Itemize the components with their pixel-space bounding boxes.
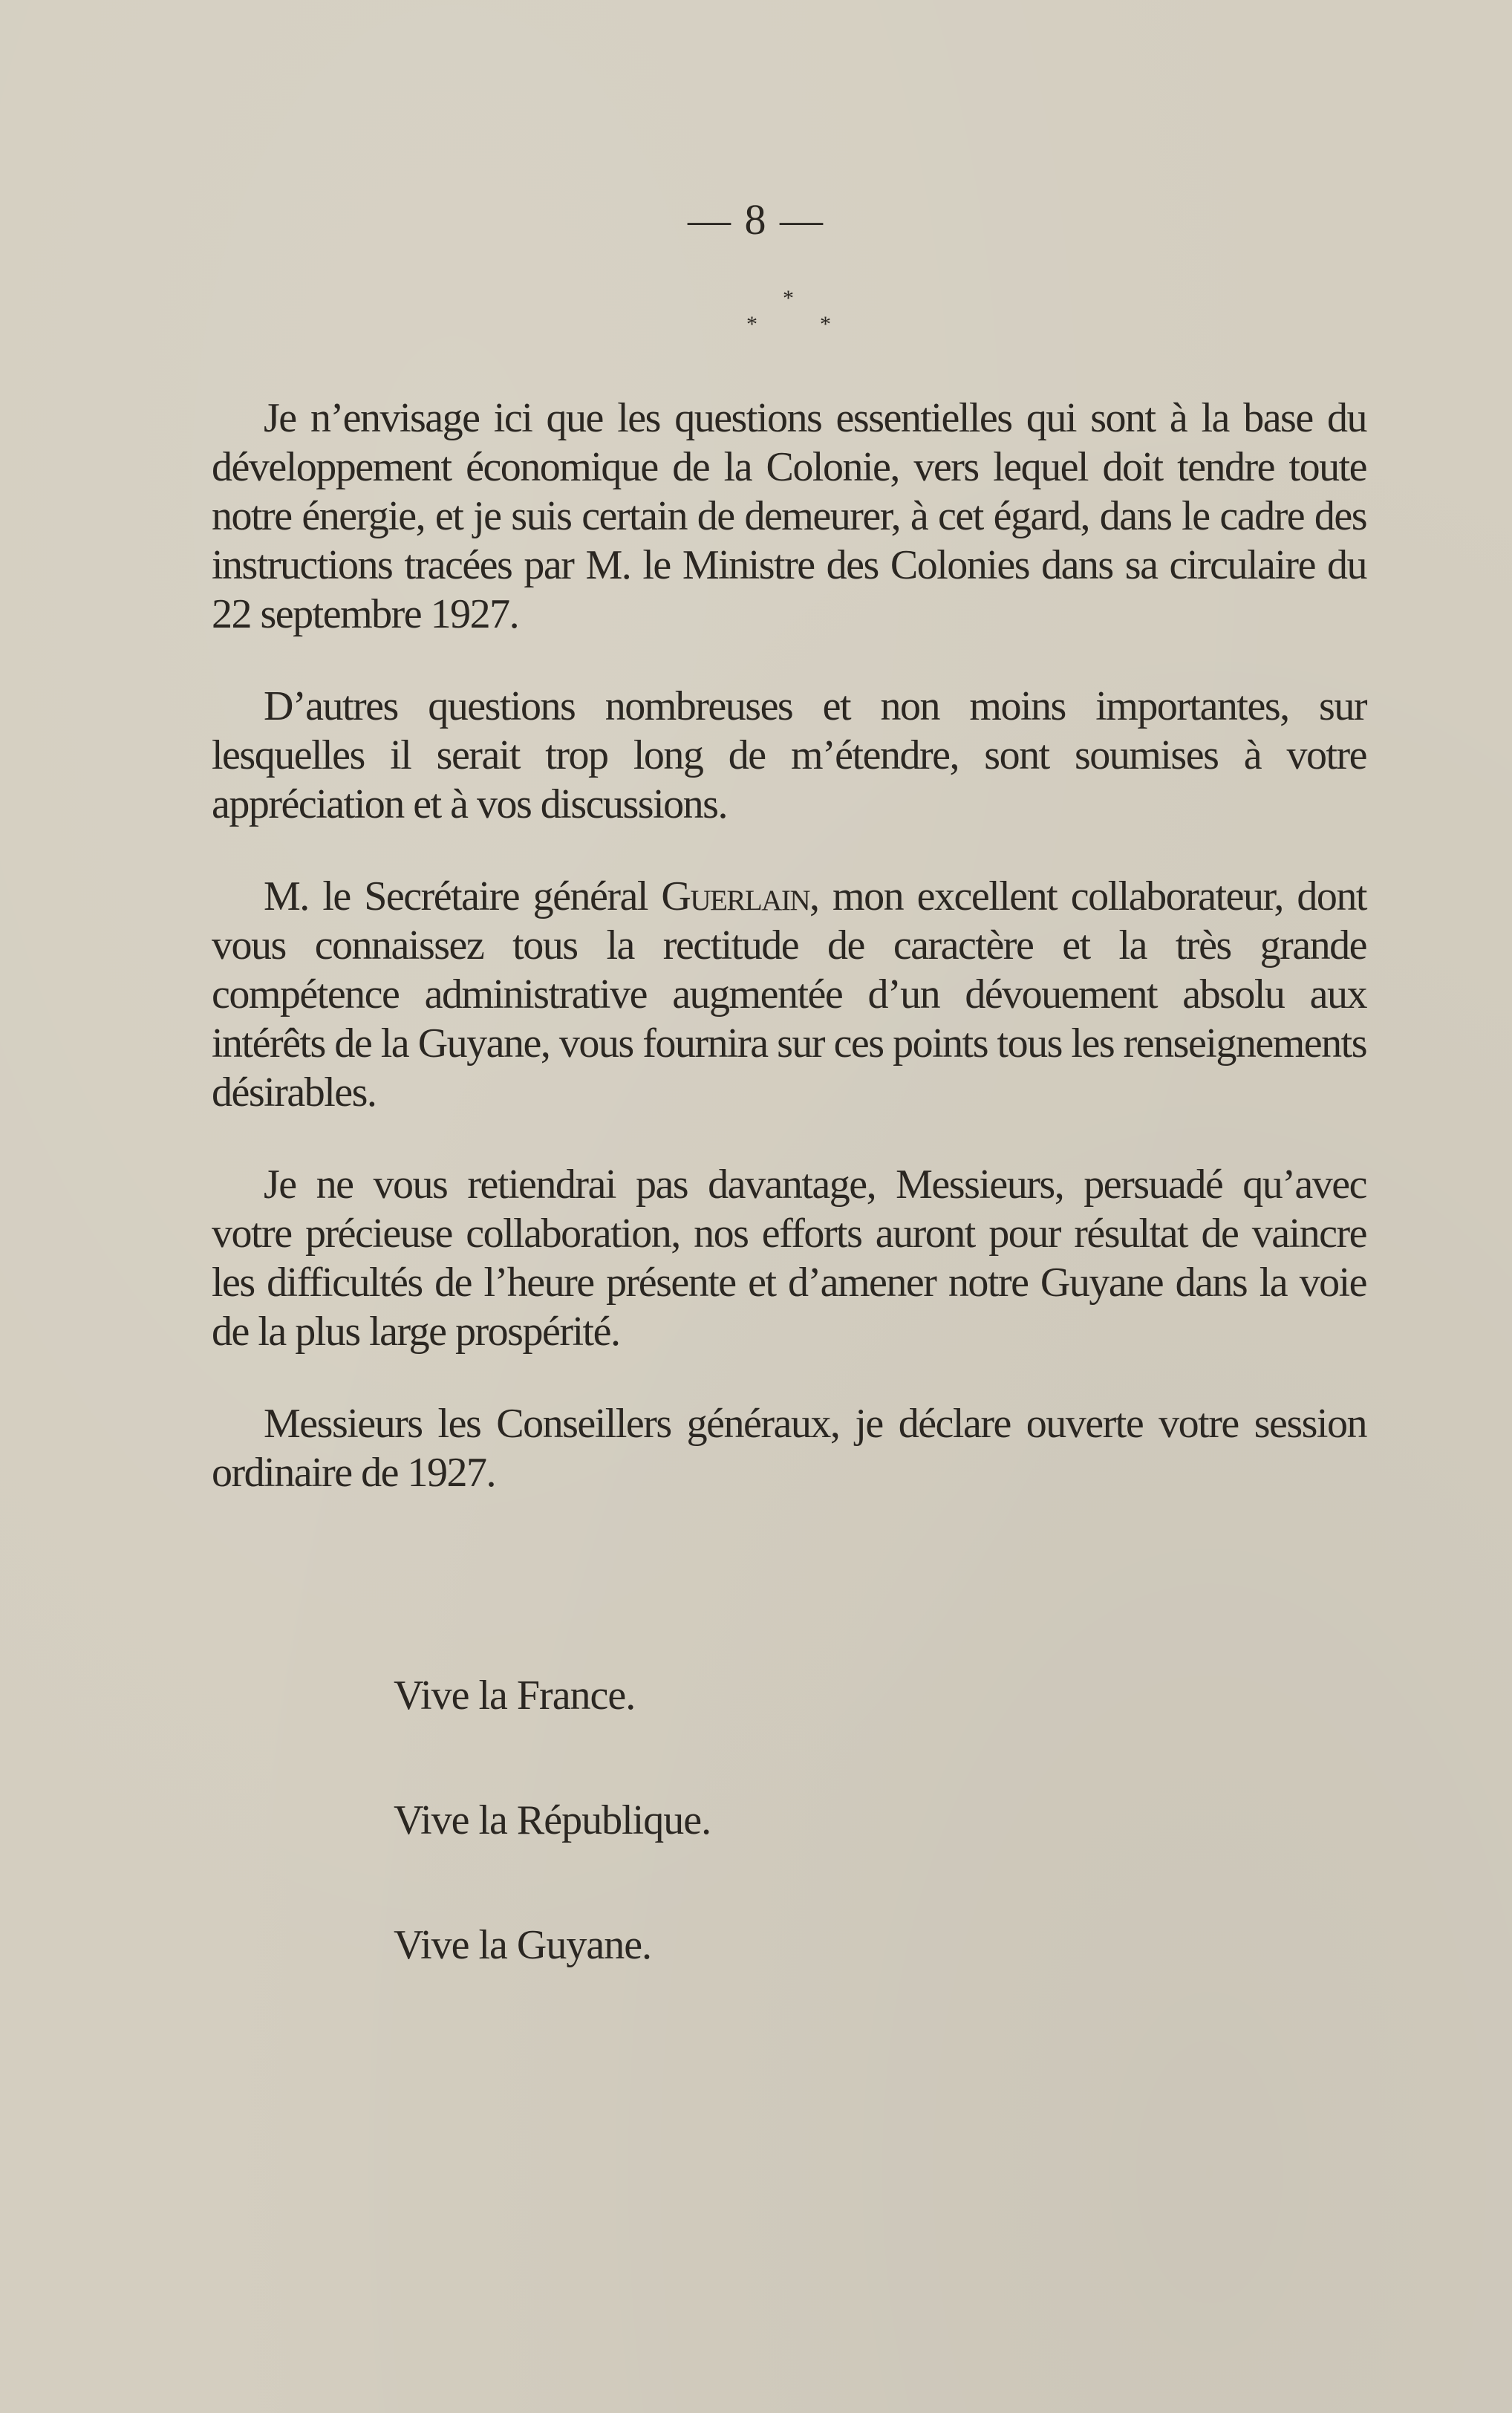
asterisk-left: * [746, 312, 757, 336]
paragraph-session-opening: Messieurs les Conseillers généraux, je déclare ouverte votre session ordinaire de 1927. [212, 1401, 1366, 1496]
asterism-divider [0, 286, 1512, 345]
closing-exclamations [394, 1671, 1062, 2045]
paragraph-secretary-after: , mon excellent collaborateur, dont vous connaissez tous la rectitude de caractère et la très grande compétence administrative augmentée d’un dévouement absolu aux intérêts de la Guyane, vous fournira sur ces points tous les renseignements désirables. [212, 873, 1366, 1116]
closing-line-republique: Vive la République. [394, 1797, 711, 1843]
closing-line-france: Vive la France. [394, 1673, 636, 1719]
paragraph-collaboration: Je ne vous retiendrai pas davantage, Messieurs, persuadé qu’avec votre précieuse collaboration, nos efforts auront pour résultat de vaincre les difficultés de l’heure présente et d’amener notre Guyane dans la voie de la plus large prospérité. [212, 1162, 1366, 1355]
paragraph-secretary-before: M. le Secrétaire général [264, 873, 662, 919]
secretary-name: Guerlain [661, 873, 810, 919]
body-text [212, 394, 1366, 1540]
asterisk-right: * [820, 312, 831, 336]
paragraph-secretary-general [212, 872, 1366, 1117]
page-number: — 8 — [688, 195, 824, 244]
paragraph-other-questions: D’autres questions nombreuses et non moins importantes, sur lesquelles il serait trop long de m’étendre, sont soumises à votre appréciation et à vos discussions. [212, 683, 1366, 827]
asterisk-top: * [783, 286, 794, 310]
closing-line-guyane: Vive la Guyane. [394, 1922, 652, 1968]
paragraph-essential-questions: Je n’envisage ici que les questions essentielles qui sont à la base du développement économique de la Colonie, vers lequel doit tendre toute notre énergie, et je suis certain de demeurer, à cet égard, dans le cadre des instructions tracées par M. le Ministre des Colonies dans sa circulaire du 22 septembre 1927. [212, 395, 1366, 637]
